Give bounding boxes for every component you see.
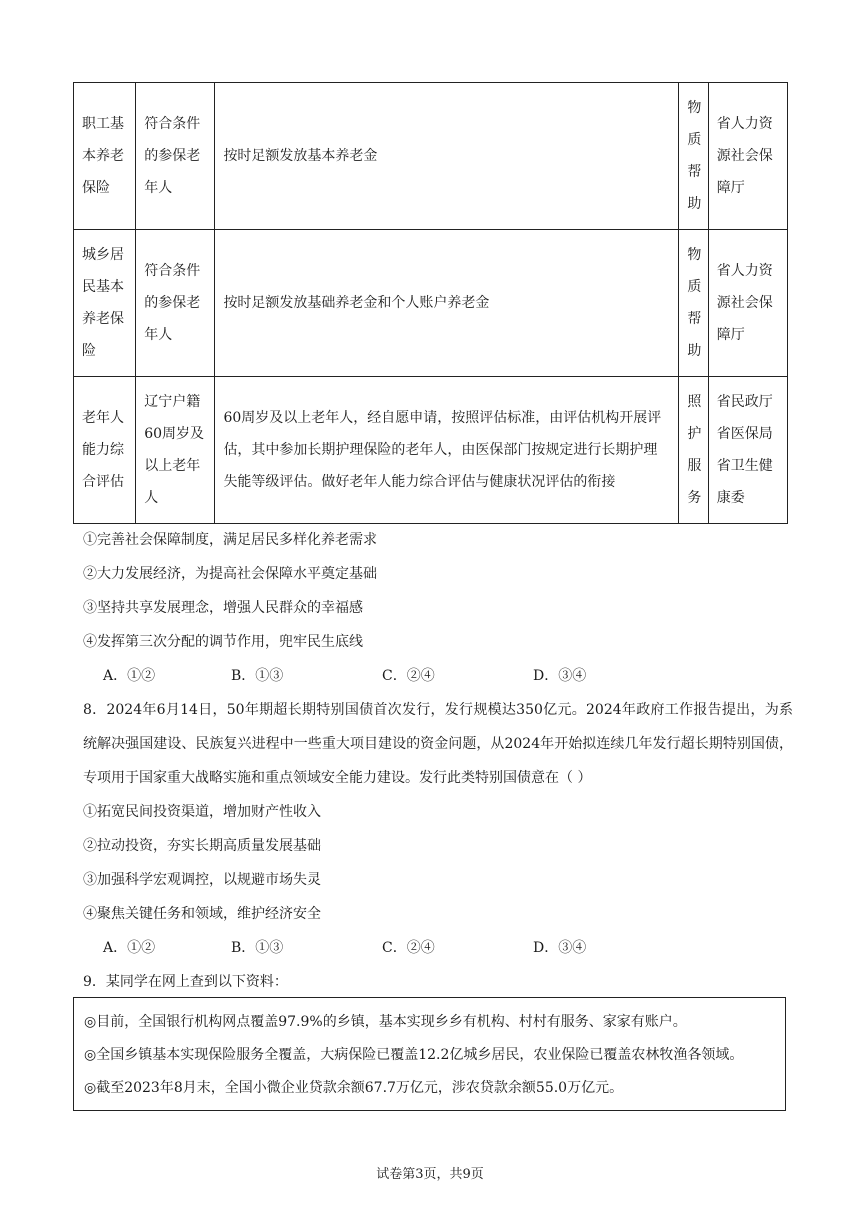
q7-option-c[interactable]: C．②④ — [382, 668, 435, 684]
aid-type-cell — [679, 83, 708, 230]
q9-material-box — [73, 997, 786, 1111]
cell-line: 质 — [687, 279, 702, 295]
cell-line: 的参保老 — [144, 295, 201, 311]
q9-material-line: ◎全国乡镇基本实现保险服务全覆盖，大病保险已覆盖12.2亿城乡居民，农业保险已覆盖农林牧渔各领域。 — [84, 1047, 744, 1063]
cell-line: 省卫生健 — [716, 458, 773, 474]
cell-line: 源社会保 — [716, 295, 773, 311]
cell-line: 康委 — [716, 490, 745, 506]
department-cell — [708, 377, 787, 524]
q7-option-d[interactable]: D．③④ — [533, 668, 587, 684]
q7-item: ③坚持共享发展理念，增强人民群众的幸福感 — [83, 600, 363, 616]
cell-line: 质 — [687, 132, 702, 148]
cell-line: 本养老 — [82, 148, 124, 164]
q8-item: ②拉动投资，夯实长期高质量发展基础 — [83, 838, 321, 854]
q7-item: ②大力发展经济，为提高社会保障水平奠定基础 — [83, 566, 377, 582]
policy-content-cell: 按时足额发放基础养老金和个人账户养老金 — [215, 230, 679, 377]
cell-line: 老年人 — [82, 410, 124, 426]
cell-line: 障厅 — [716, 327, 745, 343]
policy-table — [73, 82, 788, 524]
cell-line: 务 — [687, 490, 702, 506]
policy-name-cell — [74, 230, 136, 377]
q9-material-line: ◎截至2023年8月末，全国小微企业贷款余额67.7万亿元，涉农贷款余额55.0万亿元。 — [84, 1080, 624, 1096]
cell-line: 省医保局 — [716, 426, 773, 442]
cell-line: 养老保 — [82, 311, 124, 327]
cell-line: 人 — [144, 490, 159, 506]
cell-line: 助 — [687, 343, 702, 359]
cell-line: 符合条件 — [144, 263, 201, 279]
policy-content-cell: 60周岁及以上老年人，经自愿申请，按照评估标准，由评估机构开展评估，其中参加长期护理保险的老年人，由医保部门按规定进行长期护理失能等级评估。做好老年人能力综合评估与健康状况评估的衔接 — [215, 377, 679, 524]
policy-name-cell — [74, 377, 136, 524]
target-group-cell — [136, 230, 215, 377]
aid-type-cell — [679, 377, 708, 524]
department-cell — [708, 83, 787, 230]
cell-line: 帮 — [687, 311, 702, 327]
q8-option-b[interactable]: B．①③ — [231, 940, 284, 956]
q7-option-a[interactable]: A．①② — [103, 668, 156, 684]
q8-item: ①拓宽民间投资渠道，增加财产性收入 — [83, 804, 321, 820]
q7-option-b[interactable]: B．①③ — [231, 668, 284, 684]
cell-line: 源社会保 — [716, 148, 773, 164]
cell-line: 以上老年 — [144, 458, 201, 474]
cell-line: 能力综 — [82, 442, 124, 458]
cell-line: 帮 — [687, 164, 702, 180]
cell-line: 省人力资 — [716, 116, 773, 132]
q8-item: ④聚焦关键任务和领域，维护经济安全 — [83, 906, 321, 922]
page-footer: 试卷第3页，共9页 — [376, 1167, 484, 1182]
q8-option-d[interactable]: D．③④ — [533, 940, 587, 956]
q8-option-c[interactable]: C．②④ — [382, 940, 435, 956]
cell-line: 物 — [687, 100, 702, 116]
q7-items — [83, 523, 800, 659]
cell-line: 城乡居 — [82, 247, 124, 263]
q9-stem — [83, 965, 800, 999]
q8-item: ③加强科学宏观调控，以规避市场失灵 — [83, 872, 321, 888]
target-group-cell — [136, 377, 215, 524]
policy-table-body — [74, 83, 788, 524]
cell-line: 物 — [687, 247, 702, 263]
q7-item: ①完善社会保障制度，满足居民多样化养老需求 — [83, 532, 377, 548]
q8-option-a[interactable]: A．①② — [103, 940, 156, 956]
q9-material-line: ◎目前，全国银行机构网点覆盖97.9%的乡镇，基本实现乡乡有机构、村村有服务、家家有账户。 — [84, 1014, 687, 1030]
table-row — [74, 83, 788, 230]
cell-line: 的参保老 — [144, 148, 201, 164]
policy-content-cell: 按时足额发放基本养老金 — [215, 83, 679, 230]
q8-items — [83, 795, 800, 931]
cell-line: 险 — [82, 343, 96, 359]
aid-type-cell — [679, 230, 708, 377]
cell-line: 照 — [687, 394, 702, 410]
table-row — [74, 377, 788, 524]
department-cell — [708, 230, 787, 377]
cell-line: 省人力资 — [716, 263, 773, 279]
cell-line: 民基本 — [82, 279, 124, 295]
cell-line: 符合条件 — [144, 116, 201, 132]
cell-line: 障厅 — [716, 180, 745, 196]
policy-name-cell — [74, 83, 136, 230]
cell-line: 服 — [687, 458, 702, 474]
cell-line: 职工基 — [82, 116, 124, 132]
q8-stem: 8．2024年6月14日，50年期超长期特别国债首次发行，发行规模达350亿元。2024年政府工作报告提出，为系统解决强国建设、民族复兴进程中一些重大项目建设的资金问题，从2024年开始拟连续几年发行超长期特别国债，专项用于国家重大战略实施和重点领域安全能力建设。发行此类特别国债意在（ ） — [83, 702, 793, 786]
cell-line: 辽宁户籍 — [144, 394, 201, 410]
cell-line: 合评估 — [82, 474, 124, 490]
cell-line: 助 — [687, 196, 702, 212]
q7-item: ④发挥第三次分配的调节作用，兜牢民生底线 — [83, 634, 363, 650]
q9-stem-text: 9．某同学在网上查到以下资料： — [83, 974, 288, 990]
cell-line: 60周岁及 — [144, 426, 205, 442]
target-group-cell — [136, 83, 215, 230]
cell-line: 年人 — [144, 180, 173, 196]
cell-line: 护 — [687, 426, 702, 442]
table-row — [74, 230, 788, 377]
cell-line: 保险 — [82, 180, 110, 196]
cell-line: 省民政厅 — [716, 394, 773, 410]
cell-line: 年人 — [144, 327, 173, 343]
